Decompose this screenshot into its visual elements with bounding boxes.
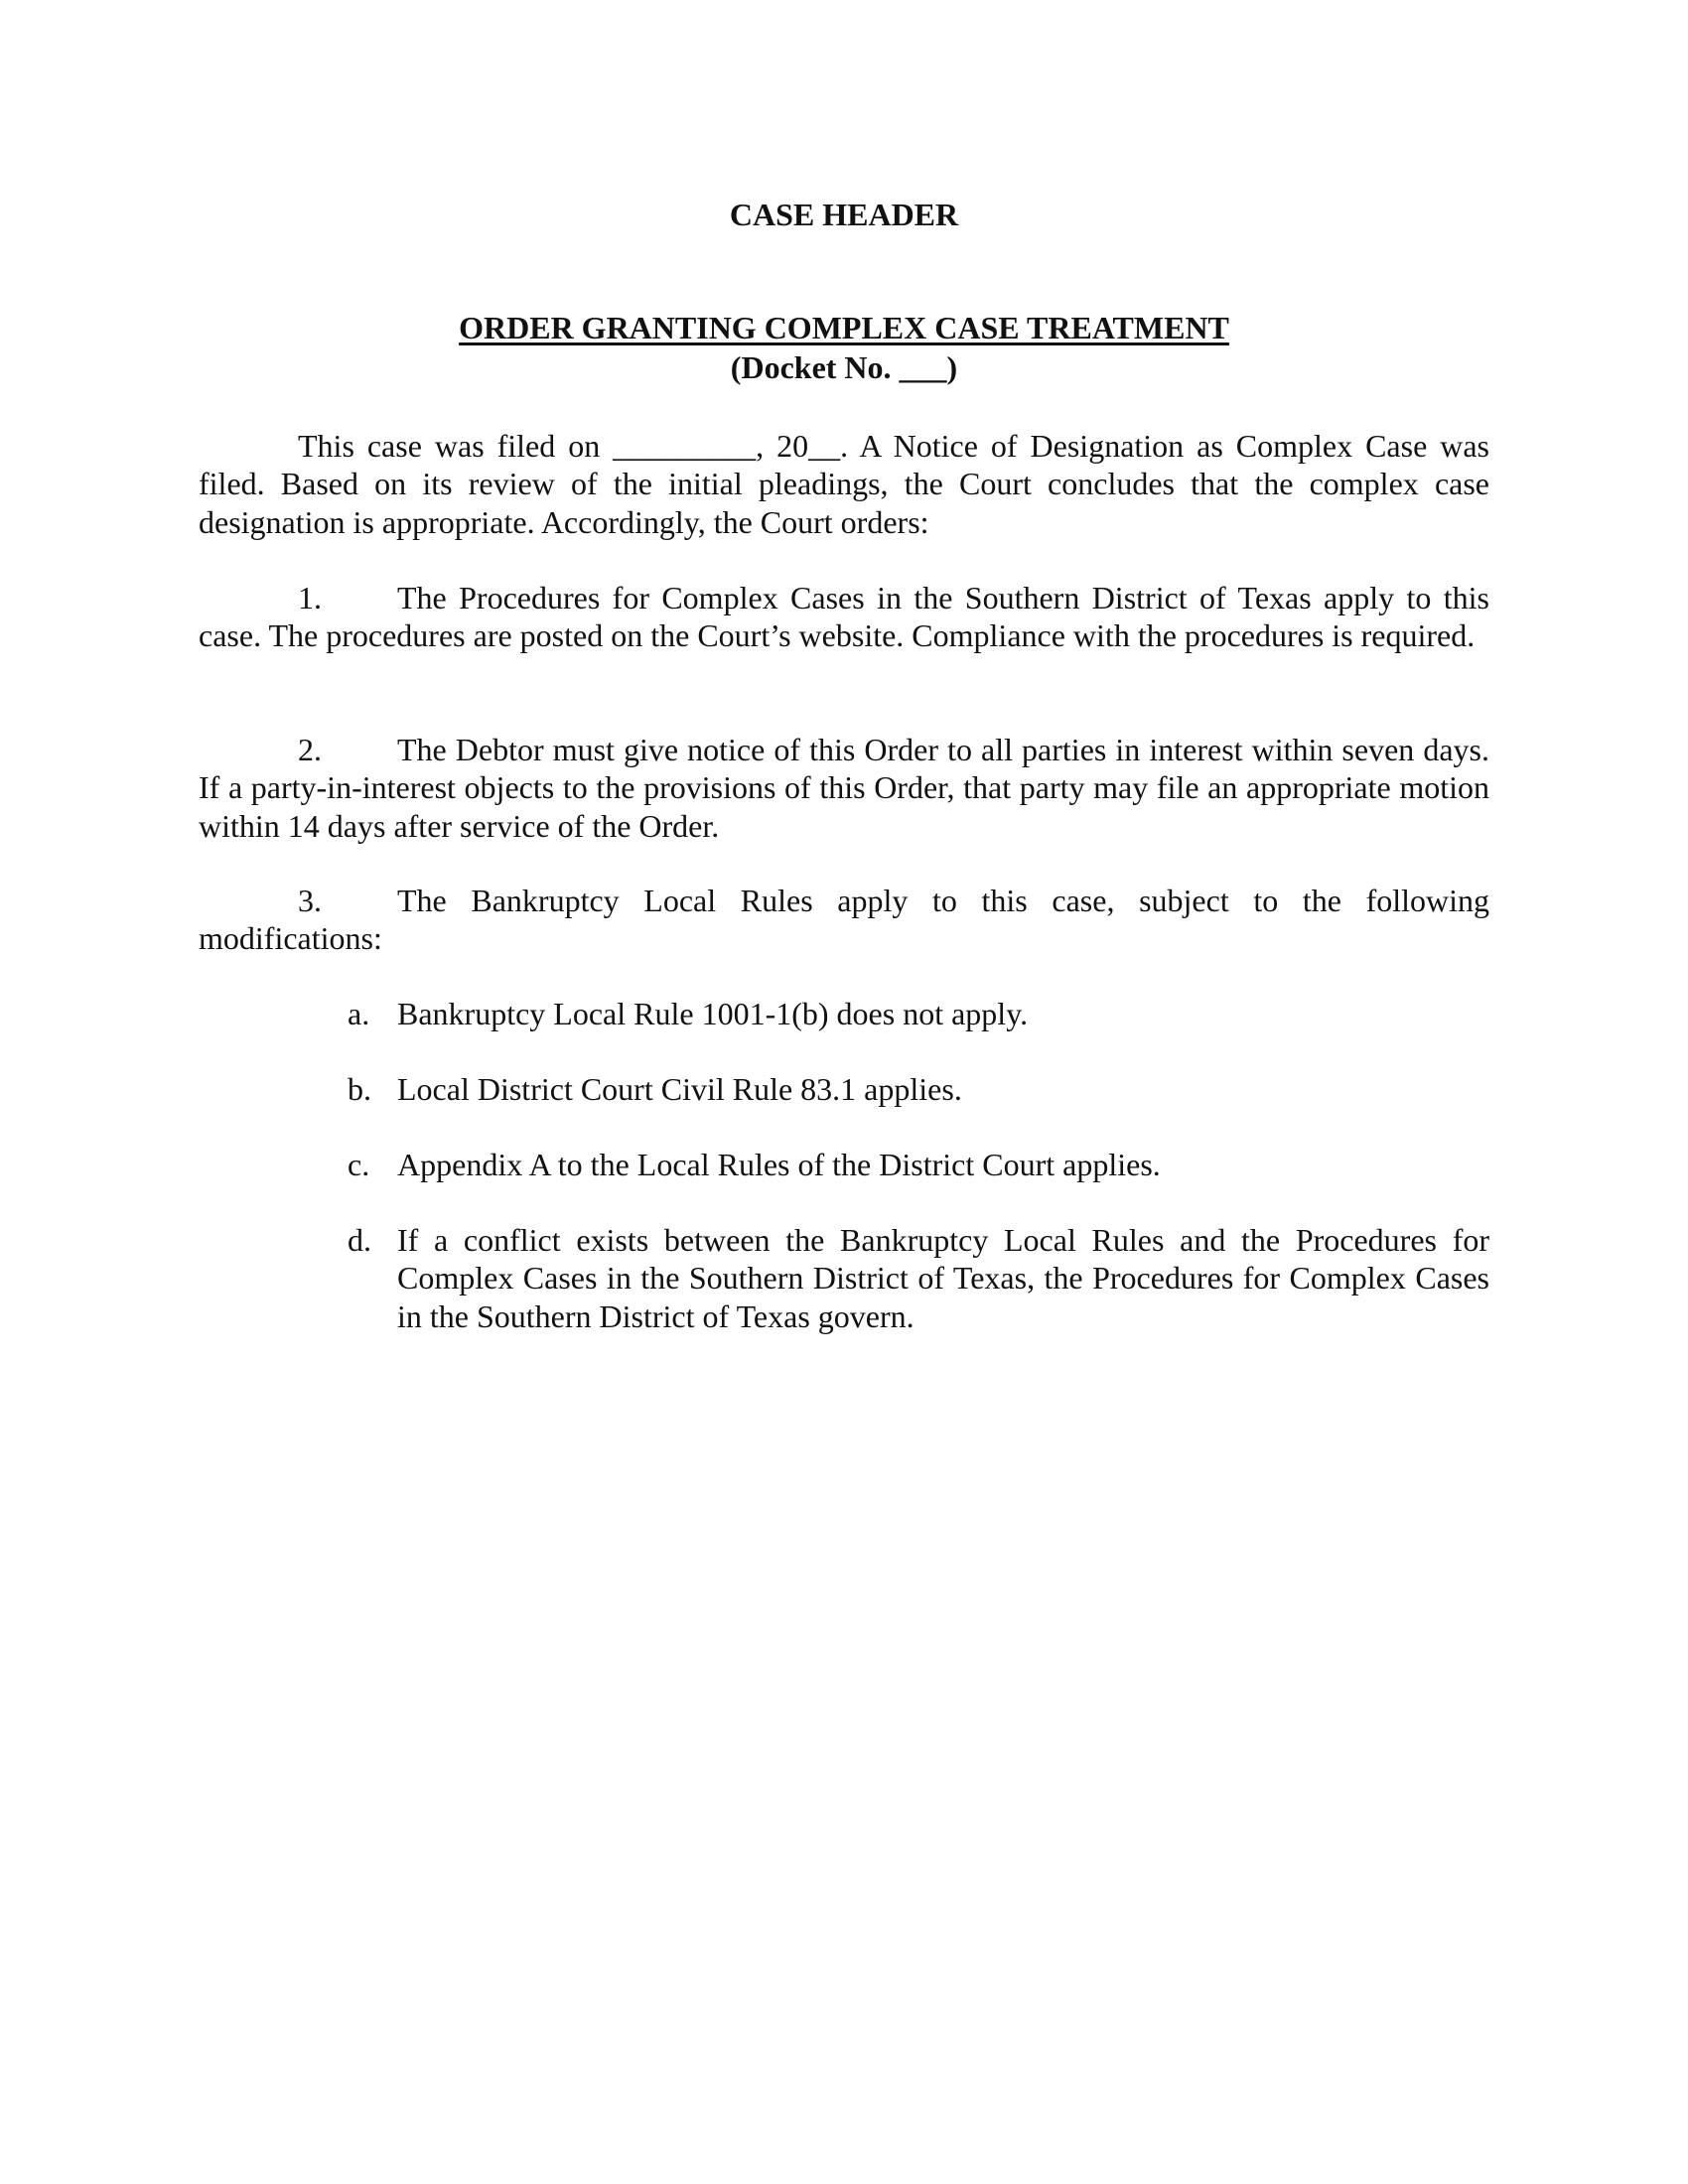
sub-item-text: Appendix A to the Local Rules of the District Court applies. [397,1147,1161,1182]
item-text: The Procedures for Complex Cases in the Southern District of Texas apply to this case. The procedures are posted on the Court’s website. Compliance with the procedures is required. [199,580,1489,654]
sub-item-letter: b. [348,1071,371,1107]
sub-item-letter: c. [348,1147,370,1182]
item-text: The Debtor must give notice of this Order to all parties in interest within seven days. If a party-in-interest objects to the provisions of this Order, that party may file an appropriate motion within 14 days after service of the Order. [199,732,1489,844]
item-number: 1. [298,580,322,615]
item-number: 2. [298,732,322,767]
order-title: ORDER GRANTING COMPLEX CASE TREATMENT [459,310,1229,345]
numbered-item-3 [199,882,1489,958]
intro-paragraph-text: This case was filed on _________, 20__. A Notice of Designation as Complex Case was filed. Based on its review of the initial pleadings, the Court concludes that the complex case designation is appropriate. Accordingly, the Court orders: [199,428,1489,540]
numbered-item-1 [199,579,1489,655]
sub-item-letter: a. [348,996,370,1031]
sub-item-text: Local District Court Civil Rule 83.1 applies. [397,1071,962,1107]
sub-item-text: Bankruptcy Local Rule 1001-1(b) does not apply. [397,996,1029,1031]
item-number: 3. [298,883,322,918]
docket-number-line: (Docket No. ___) [730,349,958,385]
sub-item-text: If a conflict exists between the Bankruptcy Local Rules and the Procedures for Complex Cases in the Southern District of Texas, the Procedures for Complex Cases in the Southern District of Texas govern. [397,1222,1489,1334]
item-text: The Bankruptcy Local Rules apply to this case, subject to the following modifications: [199,883,1489,957]
numbered-item-2 [199,731,1489,845]
case-header: CASE HEADER [729,197,959,232]
sub-item-letter: d. [348,1222,371,1258]
intro-paragraph [199,427,1489,541]
